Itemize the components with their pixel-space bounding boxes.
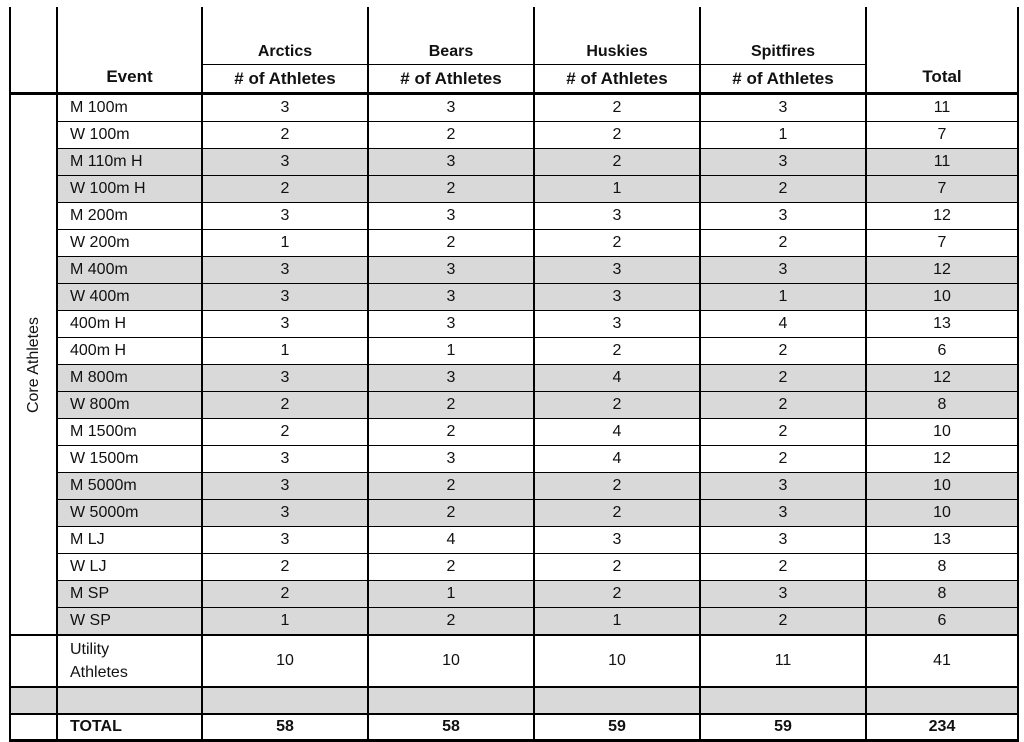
- athlete-count-cell: 3: [700, 473, 866, 500]
- athlete-count-cell: 2: [202, 419, 368, 446]
- athlete-count-cell: 2: [700, 176, 866, 203]
- table-row: [10, 203, 1018, 230]
- athlete-count-cell: 3: [700, 94, 866, 122]
- athlete-count-cell: 2: [368, 122, 534, 149]
- athlete-count-cell: 3: [700, 527, 866, 554]
- utility-count-cell: 10: [368, 635, 534, 687]
- athlete-count-cell: 3: [700, 257, 866, 284]
- sub-header-huskies: # of Athletes: [534, 65, 700, 94]
- row-total-cell: 11: [866, 94, 1018, 122]
- athlete-count-cell: 4: [368, 527, 534, 554]
- athlete-count-cell: 3: [700, 203, 866, 230]
- totals-side-cell: [10, 714, 57, 741]
- utility-count-cell: 10: [202, 635, 368, 687]
- event-cell: M 100m: [57, 94, 202, 122]
- event-cell: M 200m: [57, 203, 202, 230]
- athlete-count-cell: 1: [700, 122, 866, 149]
- utility-event-cell: [57, 635, 202, 687]
- event-cell: M 400m: [57, 257, 202, 284]
- athlete-count-cell: 1: [700, 284, 866, 311]
- athlete-count-cell: 3: [368, 446, 534, 473]
- athlete-count-cell: 3: [700, 149, 866, 176]
- event-cell: M SP: [57, 581, 202, 608]
- sub-header-arctics: # of Athletes: [202, 65, 368, 94]
- athlete-count-cell: 3: [700, 581, 866, 608]
- athlete-count-cell: 1: [368, 338, 534, 365]
- event-cell: M LJ: [57, 527, 202, 554]
- athlete-count-cell: 2: [202, 176, 368, 203]
- event-cell: W 1500m: [57, 446, 202, 473]
- event-cell: M 110m H: [57, 149, 202, 176]
- sub-header-bears: # of Athletes: [368, 65, 534, 94]
- core-athletes-label: Core Athletes: [24, 316, 42, 413]
- table-row: [10, 338, 1018, 365]
- athlete-count-cell: 3: [368, 94, 534, 122]
- athlete-count-cell: 3: [368, 365, 534, 392]
- grand-total-cell: 234: [866, 714, 1018, 741]
- row-total-cell: 7: [866, 230, 1018, 257]
- row-total-cell: 13: [866, 311, 1018, 338]
- team-total-cell: 59: [534, 714, 700, 741]
- event-cell: W 400m: [57, 284, 202, 311]
- spacer-row: [10, 687, 1018, 714]
- athlete-count-cell: 3: [368, 284, 534, 311]
- table-row: [10, 311, 1018, 338]
- table-row: [10, 581, 1018, 608]
- utility-side-cell: [10, 635, 57, 687]
- table-row: [10, 230, 1018, 257]
- athlete-count-cell: 1: [202, 608, 368, 636]
- corner-cell: [10, 7, 57, 94]
- total-header: Total: [866, 7, 1018, 94]
- athlete-count-cell: 2: [700, 338, 866, 365]
- athlete-count-cell: 2: [202, 554, 368, 581]
- totals-row: [10, 714, 1018, 741]
- table-row: [10, 608, 1018, 636]
- event-cell: W 5000m: [57, 500, 202, 527]
- event-cell: M 1500m: [57, 419, 202, 446]
- athlete-count-cell: 2: [368, 419, 534, 446]
- athlete-count-cell: 1: [368, 581, 534, 608]
- table-row: [10, 554, 1018, 581]
- athlete-count-cell: 3: [202, 149, 368, 176]
- sub-header-spitfires: # of Athletes: [700, 65, 866, 94]
- row-total-cell: 13: [866, 527, 1018, 554]
- athlete-count-cell: 2: [534, 338, 700, 365]
- athlete-count-cell: 2: [534, 554, 700, 581]
- athlete-count-cell: 2: [368, 230, 534, 257]
- athlete-count-cell: 4: [534, 419, 700, 446]
- athlete-count-cell: 2: [368, 473, 534, 500]
- spacer-cell: [700, 687, 866, 714]
- event-cell: 400m H: [57, 311, 202, 338]
- team-header-spitfires: Spitfires: [700, 7, 866, 65]
- athlete-count-cell: 1: [534, 176, 700, 203]
- row-total-cell: 6: [866, 608, 1018, 636]
- athlete-count-cell: 4: [534, 365, 700, 392]
- athlete-count-cell: 3: [368, 149, 534, 176]
- table-row: [10, 527, 1018, 554]
- team-total-cell: 59: [700, 714, 866, 741]
- utility-row: [10, 635, 1018, 687]
- spacer-cell: [368, 687, 534, 714]
- row-total-cell: 12: [866, 257, 1018, 284]
- row-total-cell: 12: [866, 446, 1018, 473]
- core-athletes-side-cell: [10, 94, 57, 636]
- athlete-count-cell: 4: [534, 446, 700, 473]
- utility-count-cell: 10: [534, 635, 700, 687]
- table-row: [10, 284, 1018, 311]
- table-row: [10, 419, 1018, 446]
- athlete-count-cell: 2: [534, 94, 700, 122]
- athlete-count-cell: 1: [202, 338, 368, 365]
- athlete-count-cell: 3: [368, 311, 534, 338]
- event-cell: 400m H: [57, 338, 202, 365]
- team-header-huskies: Huskies: [534, 7, 700, 65]
- athlete-count-cell: 3: [534, 527, 700, 554]
- row-total-cell: 8: [866, 554, 1018, 581]
- event-cell: M 800m: [57, 365, 202, 392]
- athlete-count-cell: 3: [534, 284, 700, 311]
- spacer-cell: [57, 687, 202, 714]
- event-cell: M 5000m: [57, 473, 202, 500]
- utility-count-cell: 11: [700, 635, 866, 687]
- spacer-cell: [10, 687, 57, 714]
- event-cell: W SP: [57, 608, 202, 636]
- table-row: [10, 473, 1018, 500]
- athlete-count-cell: 3: [202, 527, 368, 554]
- row-total-cell: 12: [866, 365, 1018, 392]
- athlete-count-cell: 2: [368, 392, 534, 419]
- athlete-count-cell: 3: [534, 257, 700, 284]
- athlete-count-cell: 2: [202, 581, 368, 608]
- athlete-count-cell: 3: [202, 446, 368, 473]
- athlete-count-cell: 3: [368, 257, 534, 284]
- table-row: [10, 176, 1018, 203]
- event-cell: W 100m: [57, 122, 202, 149]
- athlete-count-cell: 2: [534, 230, 700, 257]
- event-cell: W LJ: [57, 554, 202, 581]
- table-row: [10, 392, 1018, 419]
- athlete-count-cell: 3: [368, 203, 534, 230]
- athlete-count-cell: 2: [534, 392, 700, 419]
- spacer-cell: [534, 687, 700, 714]
- utility-label-line2: Athletes: [70, 664, 128, 681]
- athlete-count-cell: 3: [534, 203, 700, 230]
- athlete-count-cell: 3: [202, 500, 368, 527]
- utility-label-line1: Utility: [70, 640, 110, 658]
- athlete-count-cell: 3: [534, 311, 700, 338]
- row-total-cell: 8: [866, 392, 1018, 419]
- athlete-count-cell: 2: [534, 581, 700, 608]
- athlete-count-cell: 2: [368, 500, 534, 527]
- row-total-cell: 8: [866, 581, 1018, 608]
- event-header: Event: [57, 7, 202, 94]
- team-total-cell: 58: [202, 714, 368, 741]
- athlete-allocation-table: [9, 7, 1019, 742]
- row-total-cell: 7: [866, 122, 1018, 149]
- row-total-cell: 10: [866, 419, 1018, 446]
- athlete-count-cell: 3: [202, 473, 368, 500]
- athlete-count-cell: 2: [700, 419, 866, 446]
- athlete-count-cell: 3: [202, 257, 368, 284]
- athlete-count-cell: 2: [202, 392, 368, 419]
- spacer-cell: [202, 687, 368, 714]
- table-row: [10, 365, 1018, 392]
- athlete-count-cell: 2: [534, 500, 700, 527]
- row-total-cell: 11: [866, 149, 1018, 176]
- table-row: [10, 149, 1018, 176]
- event-cell: W 800m: [57, 392, 202, 419]
- spacer-cell: [866, 687, 1018, 714]
- table-row: [10, 94, 1018, 122]
- athlete-count-cell: 2: [368, 176, 534, 203]
- team-header-arctics: Arctics: [202, 7, 368, 65]
- row-total-cell: 10: [866, 284, 1018, 311]
- athlete-count-cell: 2: [534, 122, 700, 149]
- athlete-count-cell: 2: [700, 608, 866, 636]
- team-total-cell: 58: [368, 714, 534, 741]
- athlete-count-cell: 1: [534, 608, 700, 636]
- athlete-count-cell: 3: [202, 203, 368, 230]
- table-row: [10, 257, 1018, 284]
- row-total-cell: 6: [866, 338, 1018, 365]
- athlete-count-cell: 2: [534, 473, 700, 500]
- athlete-count-cell: 2: [700, 554, 866, 581]
- totals-label-cell: TOTAL: [57, 714, 202, 741]
- athlete-count-cell: 2: [368, 608, 534, 636]
- athlete-count-cell: 3: [202, 284, 368, 311]
- row-total-cell: 10: [866, 500, 1018, 527]
- team-header-bears: Bears: [368, 7, 534, 65]
- row-total-cell: 10: [866, 473, 1018, 500]
- athlete-count-cell: 2: [700, 230, 866, 257]
- athlete-count-cell: 3: [202, 311, 368, 338]
- athlete-count-cell: 4: [700, 311, 866, 338]
- utility-total-cell: 41: [866, 635, 1018, 687]
- athlete-count-cell: 2: [700, 446, 866, 473]
- event-cell: W 100m H: [57, 176, 202, 203]
- athlete-count-cell: 2: [534, 149, 700, 176]
- athlete-count-cell: 1: [202, 230, 368, 257]
- athlete-count-cell: 3: [202, 94, 368, 122]
- athlete-count-cell: 3: [202, 365, 368, 392]
- table-row: [10, 122, 1018, 149]
- athlete-count-cell: 2: [202, 122, 368, 149]
- table-row: [10, 500, 1018, 527]
- athlete-count-cell: 2: [368, 554, 534, 581]
- row-total-cell: 12: [866, 203, 1018, 230]
- table-row: [10, 446, 1018, 473]
- athlete-count-cell: 2: [700, 365, 866, 392]
- athlete-count-cell: 3: [700, 500, 866, 527]
- row-total-cell: 7: [866, 176, 1018, 203]
- event-cell: W 200m: [57, 230, 202, 257]
- athlete-count-cell: 2: [700, 392, 866, 419]
